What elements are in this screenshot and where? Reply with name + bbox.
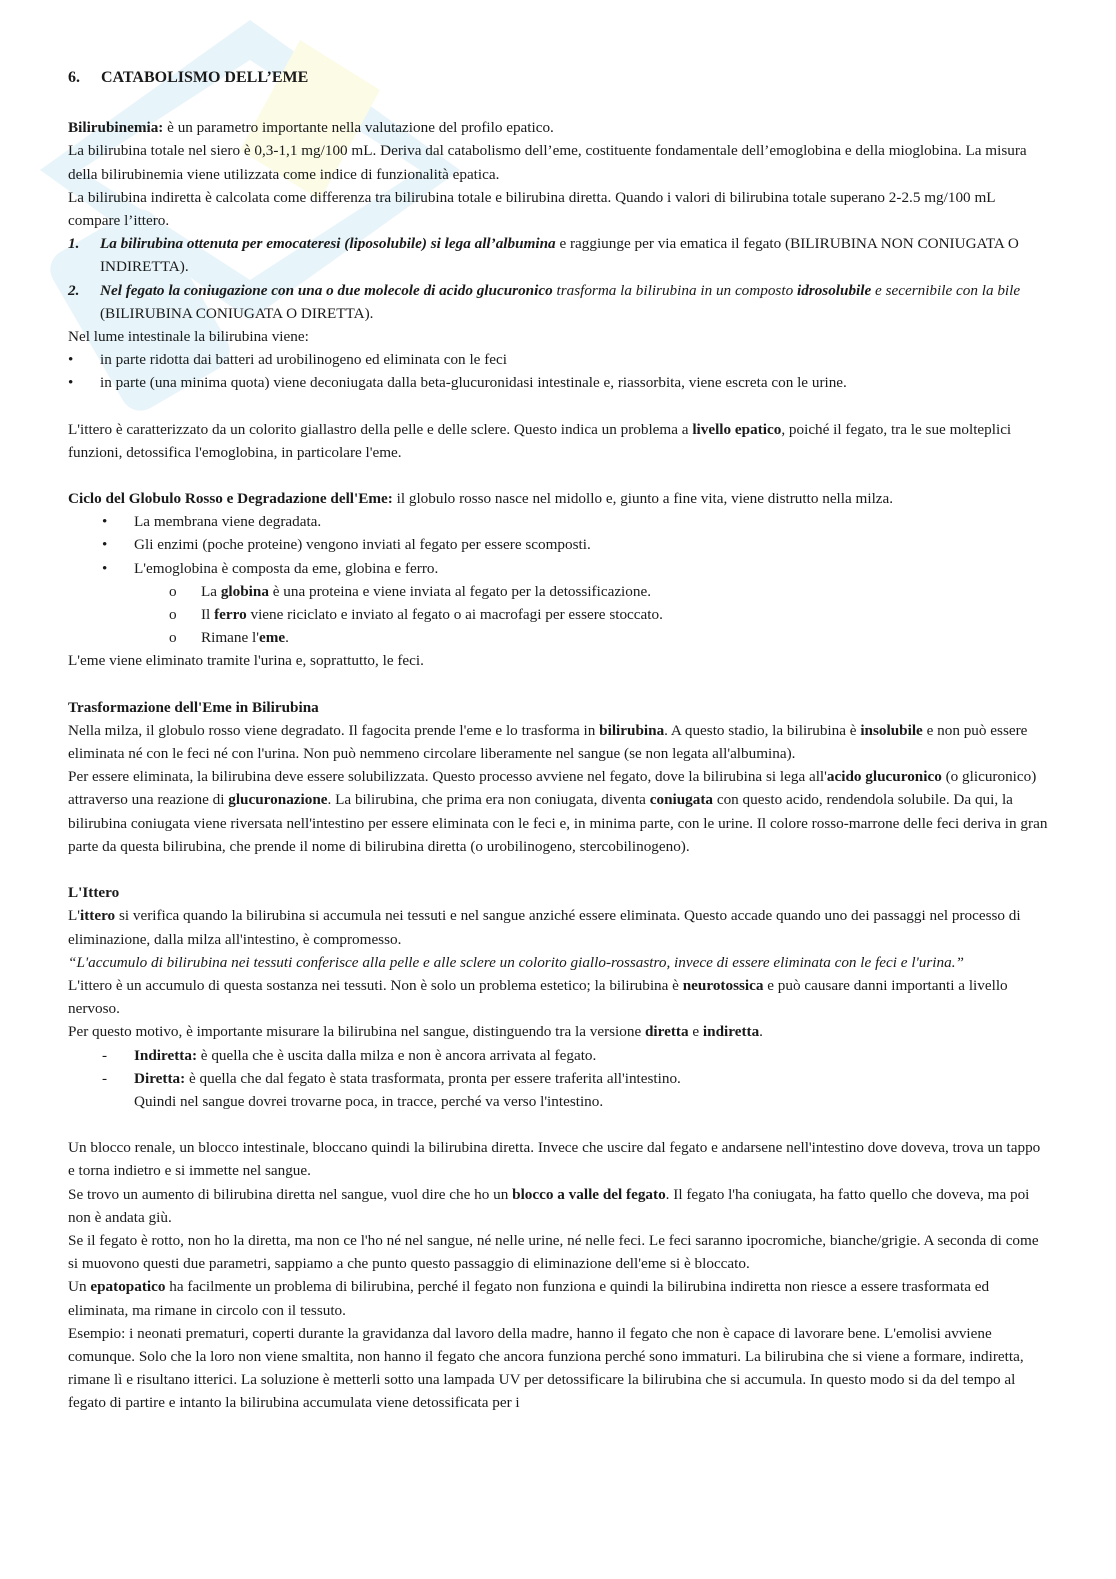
bold-term: eme	[259, 629, 286, 647]
list-item-text	[134, 1067, 1050, 1090]
bullet-item	[68, 533, 1050, 556]
quote	[68, 951, 1050, 974]
text: La	[201, 582, 221, 600]
paragraph: La bilirubina indiretta è calcolata come differenza tra bilirubina totale e bilirubina diretta. Quando i valori di bilirubina totale superano 2-2.5 mg/100 mL compare l’ittero.	[68, 188, 995, 230]
bullet-marker: •	[68, 374, 74, 392]
bold-term: blocco a valle del fegato	[512, 1185, 666, 1203]
italic-text: e secernibile con la bile	[871, 281, 1021, 299]
text: Se trovo un aumento di bilirubina diretta nel sangue, vuol dire che ho un	[68, 1185, 513, 1203]
text: il globulo rosso nasce nel midollo e, giunto a fine vita, viene distrutto nella milza.	[392, 490, 894, 508]
subsection-title	[68, 881, 1050, 904]
dash-item	[68, 1067, 1050, 1090]
list-item-text: in parte ridotta dai batteri ad urobilinogeno ed eliminata con le feci	[100, 351, 507, 369]
bullet-marker: •	[102, 536, 108, 554]
text: . A questo stadio, la bilirubina è	[664, 721, 861, 739]
emphasis: La bilirubina ottenuta per emocateresi (liposolubile) si lega all’albumina	[100, 235, 556, 253]
subsection-title	[68, 696, 1050, 719]
section-number: 6.	[68, 69, 80, 86]
term-label: Bilirubinemia:	[68, 119, 164, 137]
paragraph: Se il fegato è rotto, non ho la diretta, ma non ce l'ho né nel sangue, né nelle urine, né nelle feci. Le feci saranno ipocromiche, bianche/grigie. A seconda di come si muovono questi due parametri, sappiamo a che punto questo passaggio di eliminazione dell'eme si è bloccato.	[68, 1231, 1039, 1273]
bold-term: acido glucuronico	[826, 768, 942, 786]
list-marker: 1.	[68, 235, 80, 253]
term-label: Indiretta:	[134, 1046, 197, 1064]
text: .	[759, 1023, 763, 1041]
bold-term: neurotossica	[682, 976, 764, 994]
paragraph-text: è un parametro importante nella valutazione del profilo epatico.	[163, 119, 554, 137]
text: Il	[201, 606, 215, 624]
paragraph: La bilirubina totale nel siero è 0,3-1,1 mg/100 mL. Deriva dal catabolismo dell’eme, costituente fondamentale dell’emoglobina e della mioglobina. La misura della bilirubinemia viene utilizzata come indice di funzionalità epatica.	[68, 142, 1027, 183]
term-label: Diretta:	[134, 1069, 186, 1087]
text: è quella che dal fegato è stata trasformata, pronta per essere traferita all'intestino.	[185, 1069, 681, 1087]
list-item-text	[100, 232, 1050, 278]
text: L'	[68, 907, 81, 925]
bold-term: glucuronazione	[228, 791, 328, 809]
bold-term: insolubile	[860, 721, 923, 739]
ittero-intro-paragraph	[68, 418, 1050, 464]
text: è quella che è uscita dalla milza e non è ancora arrivata al fegato.	[197, 1046, 597, 1064]
text: L'ittero è un accumulo di questa sostanza nei tessuti. Non è solo un problema estetico; la bilirubina è	[68, 976, 683, 994]
dash-marker: -	[102, 1069, 108, 1087]
text: con questo acido, rendendola solubile. Da qui, la bilirubina coniugata viene riversata nell'intestino per essere eliminata con le feci e, in minima parte, con le urine. Il colore rosso-marrone delle feci deriva in gran parte da questa bilirubina, che prende il nome di bilirubina diretta (o urobilinogeno, stercobilinogeno).	[68, 791, 1048, 855]
bullet-marker: •	[102, 559, 108, 577]
bold-term: globina	[220, 582, 269, 600]
text: Per questo motivo, è importante misurare la bilirubina nel sangue, distinguendo tra la versione	[68, 1023, 645, 1041]
text: viene riciclato e inviato al fegato o ai macrofagi per essere stoccato.	[246, 606, 663, 624]
bilirubinemia-paragraph	[68, 116, 1050, 139]
paragraph	[68, 719, 1050, 765]
text: Per essere eliminata, la bilirubina deve essere solubilizzata. Questo processo avviene nel fegato, dove la bilirubina si lega all'	[68, 768, 827, 786]
text: Rimane l'	[201, 629, 259, 647]
subsection-title-text: Trasformazione dell'Eme in Bilirubina	[68, 698, 319, 716]
text: (BILIRUBINA CONIUGATA O DIRETTA).	[100, 304, 374, 322]
bold-term: epatopatico	[90, 1278, 166, 1296]
text: , poiché il fegato, tra le sue molteplici funzioni, detossifica l'emoglobina, in particolare l'eme.	[68, 420, 1012, 461]
bold-term: coniugata	[649, 791, 714, 809]
text: . Il fegato l'ha coniugata, ha fatto quello che doveva, ma poi non è andata giù.	[68, 1185, 1030, 1226]
paragraph: Nel lume intestinale la bilirubina viene:	[68, 328, 309, 346]
bullet-marker: •	[102, 513, 108, 531]
text: è una proteina e viene inviata al fegato per la detossificazione.	[268, 582, 651, 600]
numbered-item	[68, 232, 1050, 278]
paragraph	[68, 1183, 1050, 1229]
document-page	[68, 66, 1050, 1415]
list-item-text: Gli enzimi (poche proteine) vengono inviati al fegato per essere scomposti.	[134, 536, 591, 554]
text: ha facilmente un problema di bilirubina, perché il fegato non funziona e quindi la bilirubina indiretta non riesce a essere trasformata ed eliminata, ma rimane in circolo con il tessuto.	[68, 1278, 990, 1319]
list-item-text: in parte (una minima quota) viene deconiugata dalla beta-glucuronidasi intestinale e, riassorbita, viene escreta con le urine.	[100, 374, 847, 392]
list-item-text	[201, 603, 1050, 626]
emphasis: Nel fegato la coniugazione con una o due molecole di acido glucuronico	[100, 281, 553, 299]
bold-term: livello epatico	[692, 420, 782, 438]
bold-term: bilirubina	[599, 721, 665, 739]
sub-bullet-item	[68, 580, 1050, 603]
list-item-text	[100, 279, 1050, 325]
list-item-text	[201, 626, 1050, 649]
text: .	[285, 629, 289, 647]
bullet-item	[68, 510, 1050, 533]
term-label: Ciclo del Globulo Rosso e Degradazione dell'Eme:	[68, 490, 393, 508]
numbered-item	[68, 279, 1050, 325]
text: Un	[68, 1278, 91, 1296]
subsection-title-text: L'Ittero	[68, 884, 120, 902]
bullet-item	[68, 557, 1050, 580]
sub-bullet-marker: o	[169, 629, 177, 647]
ciclo-paragraph	[68, 487, 1050, 510]
paragraph	[68, 1275, 1050, 1321]
text: . La bilirubina, che prima era non coniugata, diventa	[327, 791, 650, 809]
text: e	[688, 1023, 703, 1041]
text: Nella milza, il globulo rosso viene degradato. Il fagocita prende l'eme e lo trasforma in	[68, 721, 600, 739]
sub-bullet-marker: o	[169, 606, 177, 624]
paragraph: Un blocco renale, un blocco intestinale, bloccano quindi la bilirubina diretta. Invece che uscire dal fegato e andarsene nell'intestino dove doveva, trova un tappo e torna indietro e si immette nel sangue.	[68, 1139, 1041, 1180]
text: si verifica quando la bilirubina si accumula nei tessuti e nel sangue anziché essere eliminata. Questo accade quando uno dei passaggi nel processo di eliminazione, dalla milza all'intestino, è compromesso.	[68, 907, 1021, 948]
text: e può causare danni importanti a livello nervoso.	[68, 976, 1008, 1018]
list-item-text	[201, 580, 1050, 603]
quote-text: “L'accumulo di bilirubina nei tessuti conferisce alla pelle e alle sclere un colorito giallo-rossastro, invece di essere eliminata con le feci e l'urina.”	[68, 953, 964, 971]
paragraph	[68, 974, 1050, 1020]
emphasis: idrosolubile	[796, 281, 872, 299]
paragraph: L'eme viene eliminato tramite l'urina e, soprattutto, le feci.	[68, 652, 424, 670]
text: e non può essere eliminata né con le feci né con l'urina. Non può nemmeno circolare liberamente nel sangue (se non legata all'albumina).	[68, 721, 1028, 763]
paragraph	[68, 904, 1050, 950]
paragraph	[68, 765, 1050, 858]
section-title: CATABOLISMO DELL’EME	[101, 69, 309, 86]
text: e raggiunge per via ematica il fegato (BILIRUBINA NON CONIUGATA O INDIRETTA).	[100, 235, 1019, 276]
dash-item-continuation: Quindi nel sangue dovrei trovarne poca, in tracce, perché va verso l'intestino.	[134, 1092, 604, 1110]
list-item-text	[134, 1044, 1050, 1067]
text: (o glicuronico) attraverso una reazione di	[68, 768, 1037, 809]
list-item-text: L'emoglobina è composta da eme, globina e ferro.	[134, 559, 439, 577]
paragraph	[68, 1020, 1050, 1043]
bold-term: indiretta	[702, 1023, 760, 1041]
list-item-text: La membrana viene degradata.	[134, 513, 322, 531]
dash-item	[68, 1044, 1050, 1067]
italic-text: trasforma la bilirubina in un composto	[552, 281, 797, 299]
paragraph: Esempio: i neonati prematuri, coperti durante la gravidanza dal lavoro della madre, hanno il fegato che non è capace di lavorare bene. L'emolisi avviene comunque. Solo che la loro non viene smaltita, non hanno il fegato che ancora funziona perché sono immaturi. La bilirubina che si viene a formare, indiretta, rimane lì e risultano itterici. La soluzione è metterli sotto una lampada UV per detossificare la bilirubina che si accumula. In questo modo si da del tempo al fegato di partire e intanto la bilirubina accumulata viene detossificata per i	[68, 1324, 1024, 1412]
bullet-marker: •	[68, 351, 74, 369]
bullet-item	[68, 371, 1050, 394]
bold-term: diretta	[644, 1023, 689, 1041]
list-marker: 2.	[68, 281, 80, 299]
dash-marker: -	[102, 1046, 108, 1064]
bold-term: ferro	[214, 606, 247, 624]
sub-bullet-item	[68, 603, 1050, 626]
sub-bullet-marker: o	[169, 582, 177, 600]
sub-bullet-item	[68, 626, 1050, 649]
bold-term: ittero	[80, 907, 116, 925]
text: L'ittero è caratterizzato da un colorito giallastro della pelle e delle sclere. Questo indica un problema a	[68, 420, 693, 438]
bullet-item	[68, 348, 1050, 371]
section-heading	[68, 66, 1050, 89]
